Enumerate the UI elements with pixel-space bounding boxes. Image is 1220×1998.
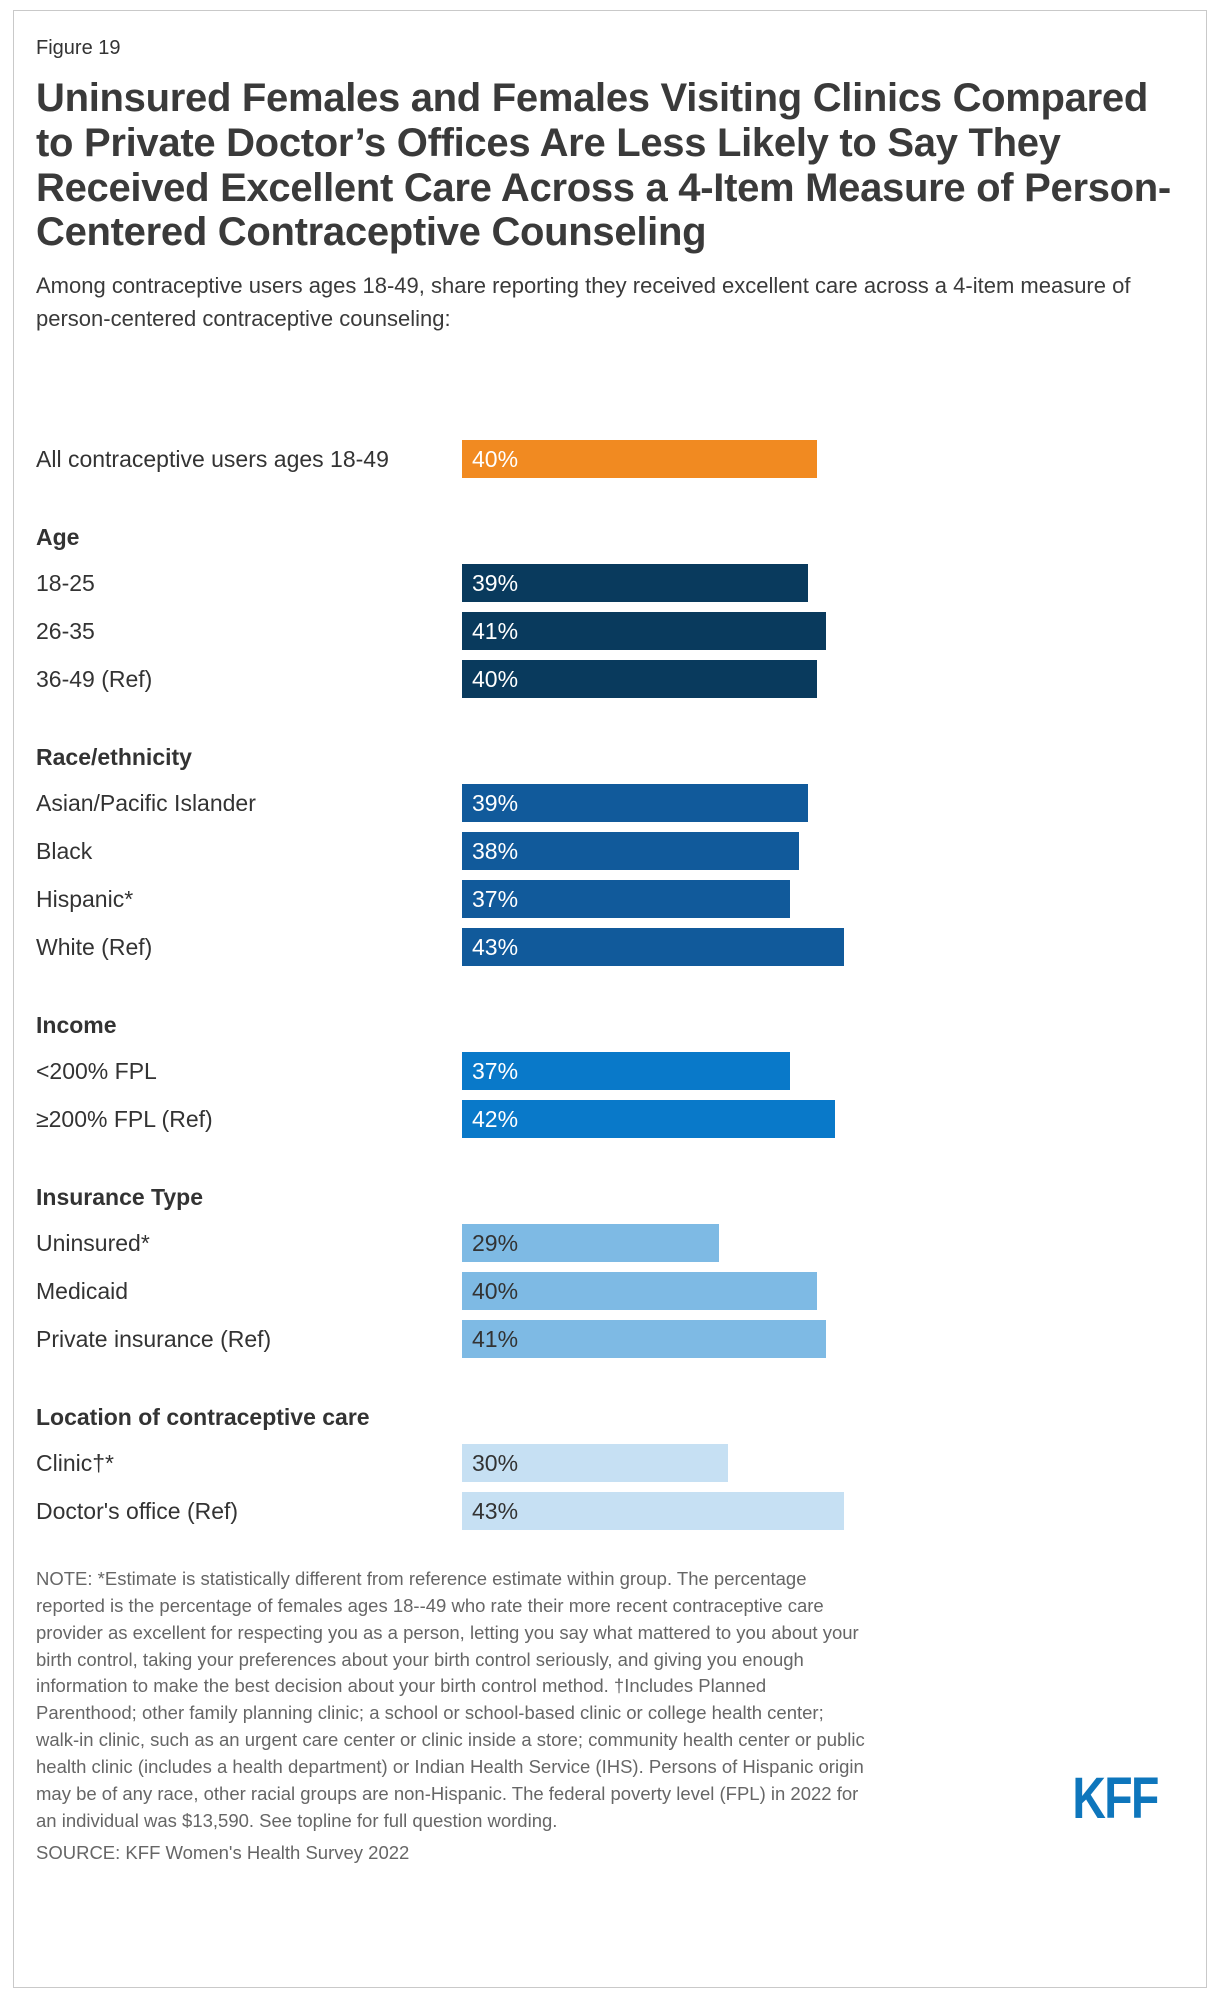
bar-label: <200% FPL (36, 1057, 157, 1084)
bar-label: 26-35 (36, 617, 95, 644)
bar-label: Hispanic* (36, 885, 134, 912)
bar (462, 928, 844, 966)
bar-row (36, 660, 1176, 698)
chart-subtitle: Among contraceptive users ages 18-49, share reporting they received excellent care across a 4-item measure of person-centered contraceptive counseling: (36, 273, 1131, 332)
bar-value: 29% (472, 1229, 519, 1256)
bar-value: 37% (472, 1057, 519, 1084)
source-text: SOURCE: KFF Women's Health Survey 2022 (36, 1842, 410, 1864)
section-header: Location of contraceptive care (36, 1404, 370, 1431)
bar-row (36, 1320, 1176, 1358)
bar (462, 612, 826, 650)
section-header: Income (36, 1012, 117, 1039)
bar-row-overall (36, 440, 1176, 478)
bar-row (36, 832, 1176, 870)
bar (462, 784, 808, 822)
bar-label: 36-49 (Ref) (36, 665, 153, 692)
bar-row (36, 880, 1176, 918)
bar (462, 880, 790, 918)
bar-label: Asian/Pacific Islander (36, 789, 256, 816)
section-header: Insurance Type (36, 1184, 204, 1211)
bar-value: 39% (472, 789, 519, 816)
section-income (36, 1012, 1176, 1138)
bar-label: All contraceptive users ages 18-49 (36, 445, 389, 472)
kff-logo: KFF (1072, 1766, 1158, 1831)
bar (462, 1272, 817, 1310)
note-text: NOTE: *Estimate is statistically different from reference estimate within group. The percentage reported is the percentage of females ages 18--49 who rate their more recent contraceptive care provider as excellent for respecting you as a person, letting you say what mattered to you about your birth control, taking your preferences about your birth control seriously, and giving you enough information to make the best decision about your birth control method. †Includes Planned Parenthood; other family planning clinic; a school or school-based clinic or college health center; walk-in clinic, such as an urgent care center or clinic inside a store; community health center or public health clinic (includes a health department) or Indian Health Service (IHS). Persons of Hispanic origin may be of any race, other racial groups are non-Hispanic. The federal poverty level (FPL) in 2022 for an individual was $13,590. See topline for full question wording. (36, 1568, 865, 1831)
bar-value: 40% (472, 1277, 519, 1304)
section-age (36, 524, 1176, 698)
bar (462, 1444, 728, 1482)
bar-value: 41% (472, 1325, 519, 1352)
section-insurance-type (36, 1184, 1176, 1358)
bar-overall (462, 440, 817, 478)
bar-value: 42% (472, 1105, 519, 1132)
bar (462, 832, 799, 870)
bar-row (36, 784, 1176, 822)
bar-row (36, 928, 1176, 966)
bar-label: Black (36, 837, 93, 864)
bar-label: Doctor's office (Ref) (36, 1497, 239, 1524)
bar-label: Medicaid (36, 1277, 129, 1304)
chart-title: Uninsured Females and Females Visiting Clinics Compared to Private Doctor’s Offices Are Less Likely to Say They Received Excellent Care Across a 4-Item Measure of Person-Centered Contraceptive Counseling (36, 76, 1171, 255)
bar-value: 39% (472, 569, 519, 596)
bar-label: ≥200% FPL (Ref) (36, 1105, 213, 1132)
bar-row (36, 1100, 1176, 1138)
bar-row (36, 1492, 1176, 1530)
bar-value: 43% (472, 933, 519, 960)
chart-area (36, 440, 1176, 478)
bar-label: Uninsured* (36, 1229, 150, 1256)
bar-row (36, 1272, 1176, 1310)
bar-value: 41% (472, 617, 519, 644)
figure-label: Figure 19 (36, 37, 121, 59)
bar-value: 40% (472, 445, 519, 472)
bar-value: 38% (472, 837, 519, 864)
section-header: Race/ethnicity (36, 744, 192, 771)
bar-value: 30% (472, 1449, 519, 1476)
bar-row (36, 564, 1176, 602)
section-race-ethnicity (36, 744, 1176, 966)
bar-label: Clinic†* (36, 1449, 114, 1476)
bar-value: 37% (472, 885, 519, 912)
bar (462, 1100, 835, 1138)
bar-label: White (Ref) (36, 933, 153, 960)
page-frame (13, 10, 1207, 1988)
bar-row (36, 1444, 1176, 1482)
bar (462, 1492, 844, 1530)
bar-row (36, 612, 1176, 650)
bar-label: 18-25 (36, 569, 95, 596)
bar-value: 43% (472, 1497, 519, 1524)
bar (462, 1224, 719, 1262)
bar-row (36, 1052, 1176, 1090)
bar-row (36, 1224, 1176, 1262)
bar-label: Private insurance (Ref) (36, 1325, 272, 1352)
bar (462, 1320, 826, 1358)
section-header: Age (36, 524, 80, 551)
bar (462, 1052, 790, 1090)
bar (462, 564, 808, 602)
bar-value: 40% (472, 665, 519, 692)
section-location (36, 1404, 1176, 1530)
bar (462, 660, 817, 698)
